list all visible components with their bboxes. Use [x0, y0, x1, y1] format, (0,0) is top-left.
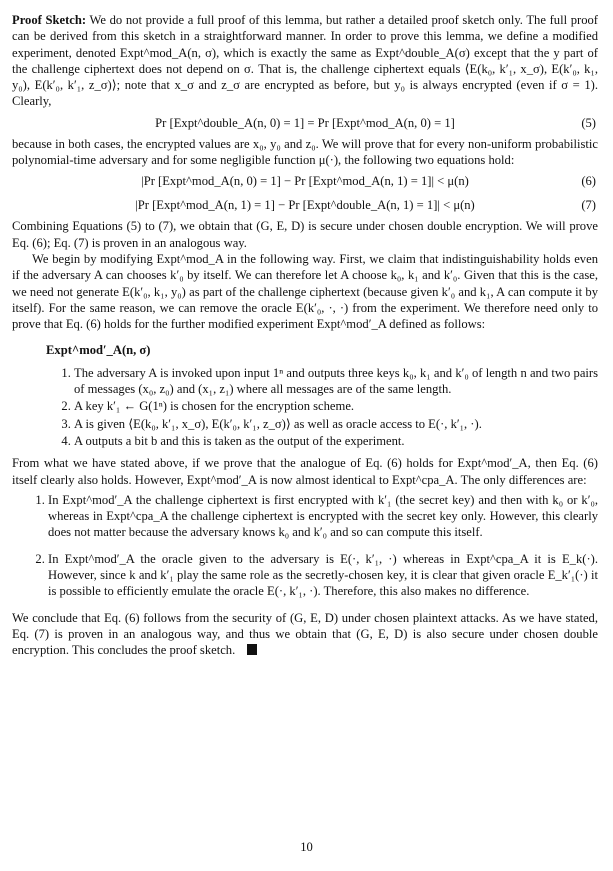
experiment-step: 1. The adversary A is invoked upon input 1ⁿ and outputs three keys k₀, k₁ and k′₀ of length n and two pairs of messages (x₀, z₀) and (x₁, z₁) where all messages are of the same length.	[74, 365, 598, 398]
equation-7-body: |Pr [Expt^mod_A(n, 1) = 1] − Pr [Expt^double_A(n, 1) = 1]| < μ(n)	[135, 198, 475, 213]
page-body	[12, 12, 598, 659]
equation-5-body: Pr [Expt^double_A(n, 0) = 1] = Pr [Expt^mod_A(n, 0) = 1]	[155, 115, 455, 130]
proof-text-1: We do not provide a full proof of this lemma, but rather a detailed proof sketch only. The full proof can be derived from this sketch in a straightforward manner. In order to prove this lemma, we define a modified experiment, denoted Expt^mod_A(n, σ), which is exactly the same as Expt^double_A(σ) except that the y part of the challenge ciphertext does not depend on σ. That is, the challenge ciphertext equals ⟨E(k₀, k′₁, x_σ), E(k′₀, k₁, y₀), E(k′₀, k′₁, z_σ)⟩; note that x_σ and z_σ are encrypted as before, but y₀ is always encrypted (even if σ = 1). Clearly,	[12, 13, 599, 109]
experiment-step: 3. A is given ⟨E(k₀, k′₁, x_σ), E(k′₀, k′₁, z_σ)⟩ as well as oracle access to E(·, k′₁, ·).	[74, 416, 598, 432]
equation-6-body: |Pr [Expt^mod_A(n, 0) = 1] − Pr [Expt^mod_A(n, 1) = 1]| < μ(n)	[141, 174, 469, 189]
proof-paragraph-2: because in both cases, the encrypted values are x₀, y₀ and z₀. We will prove that for every non-uniform probabilistic polynomial-time adversary and for some negligible function μ(·), the following two equations hold:	[12, 136, 598, 168]
proof-paragraph-3: Combining Equations (5) to (7), we obtain that (G, E, D) is secure under chosen double encryption. We will prove Eq. (6); Eq. (7) is proven in an analogous way.	[12, 219, 598, 250]
equation-7	[12, 194, 598, 216]
qed-square-icon	[247, 644, 257, 655]
conclusion-text: We conclude that Eq. (6) follows from the security of (G, E, D) under chosen plaintext attacks. As we have stated, Eq. (7) is proven in an analogous way, and thus we obtain that (G, E, D) is also secure under chosen double encryption. This concludes the proof sketch.	[12, 610, 598, 658]
proof-paragraph-5: From what we have stated above, if we prove that the analogue of Eq. (6) holds for Expt^mod′_A, then Eq. (6) itself clearly also holds. However, Expt^mod′_A is now almost identical to Expt^cpa_A. The only differences are:	[12, 456, 598, 487]
equation-7-number: (7)	[581, 198, 596, 213]
difference-item: 2. In Expt^mod′_A the oracle given to the adversary is E(·, k′₁, ·) whereas in Expt^cpa_A it is E_k(·). However, since k and k′₁ play the same role as the secretly-chosen key, it is clear that given oracle E_k′₁(·) it is possible to efficiently emulate the oracle E(·, k′₁, ·). Therefore, this also makes no difference.	[48, 551, 598, 600]
experiment-step: 4. A outputs a bit b and this is taken as the output of the experiment.	[74, 433, 598, 449]
proof-paragraph-4: We begin by modifying Expt^mod_A in the following way. First, we claim that indistinguishability holds even if the adversary A can chooses k′₀ by itself. We can therefore let A choose k₀, k₁ and k′₀. Given that this is the case, we need not generate E(k′₀, k₁, y₀) as part of the challenge ciphertext (because given k′₀ and k₁, A can compute it by itself). For the same reason, we can remove the oracle E(k′₀, ·, ·) from the experiment. We therefore need only to prove that Eq. (6) holds for the further modified experiment Expt^mod′_A defined as follows:	[12, 251, 598, 332]
equation-5-number: (5)	[581, 115, 596, 130]
experiment-steps	[12, 365, 598, 449]
equation-6	[12, 170, 598, 192]
experiment-step: 2. A key k′₁ ← G(1ⁿ) is chosen for the encryption scheme.	[74, 398, 598, 414]
proof-paragraph-6	[12, 610, 598, 659]
differences-list	[12, 492, 598, 600]
proof-paragraph-1	[12, 12, 598, 110]
equation-5	[12, 112, 598, 134]
difference-item: 1. In Expt^mod′_A the challenge ciphertext is first encrypted with k′₁ (the secret key) and then with k₀ or k′₀, whereas in Expt^cpa_A the challenge ciphertext is encrypted with the secret key only. However, this clearly does not matter because the adversary knows k₀ and k′₀ and so can compute this itself.	[48, 492, 598, 541]
equation-6-number: (6)	[581, 174, 596, 189]
experiment-title: Expt^mod′_A(n, σ)	[46, 343, 151, 358]
page-number: 10	[300, 840, 313, 854]
proof-heading: Proof Sketch:	[12, 13, 87, 27]
